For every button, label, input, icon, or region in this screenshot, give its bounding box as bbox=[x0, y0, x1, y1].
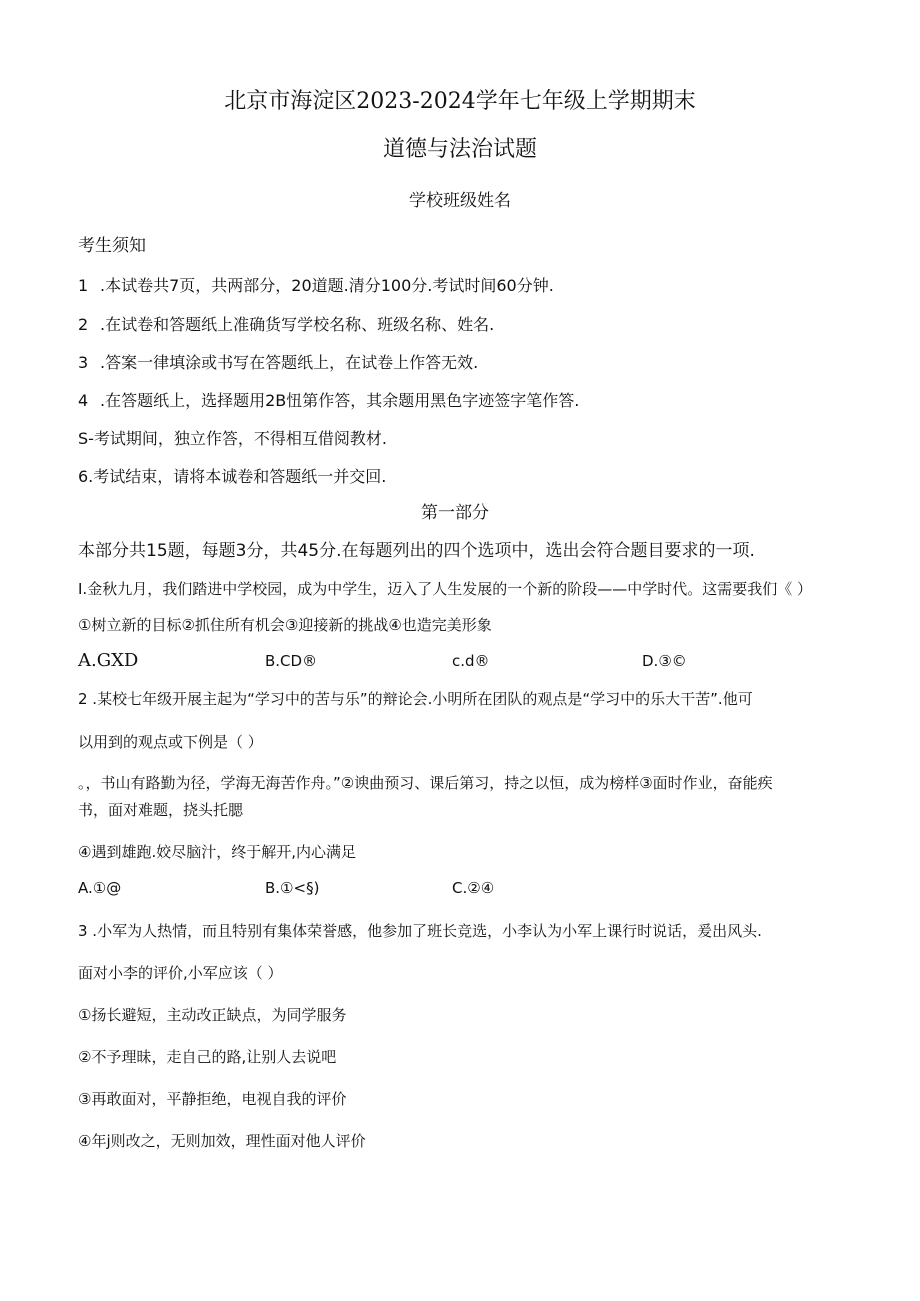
notice-item bbox=[78, 312, 494, 335]
question-3-statement: ①扬长避短，主动改正缺点，为同学服务 bbox=[78, 1006, 347, 1024]
question-1-option-c[interactable]: c.d® bbox=[452, 652, 490, 670]
question-2-statement: 。，书山有路勤为径，学海无海苦作舟。”②谀曲预习、课后第习，持之以恒，成为榜样③面时作业，奋能疾 bbox=[78, 774, 773, 792]
notice-item-text: .在答题纸上，选择题用2B忸第作答，其余题用黑色字迹签字笔作答. bbox=[100, 391, 580, 410]
notice-heading: 考生须知 bbox=[78, 236, 146, 256]
question-1-option-b[interactable]: B.CD® bbox=[265, 652, 318, 670]
question-2-stem: 2 .某校七年级开展主起为“学习中的苦与乐”的辩论会.小明所在团队的观点是“学习中的乐大干苦”.他可 bbox=[78, 690, 753, 708]
notice-item-text: .本试卷共7页，共两部分，20道题.清分100分.考试时间60分钟. bbox=[100, 276, 554, 295]
notice-item-text: S-考试期间，独立作答，不得相互借阅教材. bbox=[78, 429, 388, 448]
question-3-statement: ②不予理昧，走自己的路,让别人去说吧 bbox=[78, 1048, 337, 1066]
notice-item-number: 4 bbox=[78, 391, 89, 410]
question-1-stem: I.金秋九月，我们踏进中学校园，成为中学生，迈入了人生发展的一个新的阶段——中学时代。这需要我们《 ） bbox=[78, 580, 812, 598]
notice-item-number: 2 bbox=[78, 315, 89, 334]
exam-subject-title: 道德与法治试题 bbox=[382, 137, 537, 162]
notice-item-text: 6.考试结束，请将本诚卷和答题纸一并交回. bbox=[78, 467, 387, 486]
part-intro: 本部分共15题，每题3分，共45分.在每题列出的四个选项中，选出会符合题目要求的一项. bbox=[78, 541, 755, 561]
question-3-stem-continued: 面对小李的评价,小军应该（ ） bbox=[78, 964, 283, 982]
notice-item-text: .在试卷和答题纸上准确货写学校名称、班级名称、姓名. bbox=[100, 315, 495, 334]
question-2-option-a[interactable]: A.①@ bbox=[78, 879, 122, 897]
question-1-option-a[interactable]: A.GXD bbox=[78, 650, 139, 671]
question-3-statement: ④年j则改之，无则加效，理性面对他人评价 bbox=[78, 1132, 366, 1150]
notice-item-text: .答案一律填涂或书写在答题纸上，在试卷上作答无效. bbox=[100, 353, 479, 372]
notice-item bbox=[78, 426, 387, 449]
notice-item bbox=[78, 273, 554, 296]
question-2-option-b[interactable]: B.①<§) bbox=[265, 879, 320, 897]
notice-item bbox=[78, 464, 386, 487]
notice-item-number: 3 bbox=[78, 353, 89, 372]
student-info-line: 学校班级姓名 bbox=[409, 191, 511, 211]
question-2-statement: 书，面对难题，挠头托腮 bbox=[78, 801, 244, 819]
question-1-statements: ①树立新的目标②抓住所有机会③迎接新的挑战④也造完美形象 bbox=[78, 616, 492, 634]
notice-item bbox=[78, 388, 579, 411]
question-3-statement: ③再敢面对，平静拒绝，电视自我的评价 bbox=[78, 1090, 347, 1108]
notice-item bbox=[78, 350, 478, 373]
question-2-option-c[interactable]: C.②④ bbox=[452, 879, 495, 897]
question-2-statement: ④遇到雄跑.姣尽脑汁，终于解开,内心满足 bbox=[78, 843, 356, 861]
question-3-stem: 3 .小军为人热情，而且特别有集体荣誉感，他参加了班长竞选，小李认为小军上课行时说话，爰出风头. bbox=[78, 922, 762, 940]
notice-item-number: 1 bbox=[78, 276, 89, 295]
question-2-stem-continued: 以用到的观点或下例是（ ） bbox=[78, 733, 263, 751]
part-heading: 第一部分 bbox=[421, 503, 489, 523]
question-1-option-d[interactable]: D.③© bbox=[642, 652, 687, 670]
exam-title: 北京市海淀区2023-2024学年七年级上学期期末 bbox=[224, 89, 696, 114]
